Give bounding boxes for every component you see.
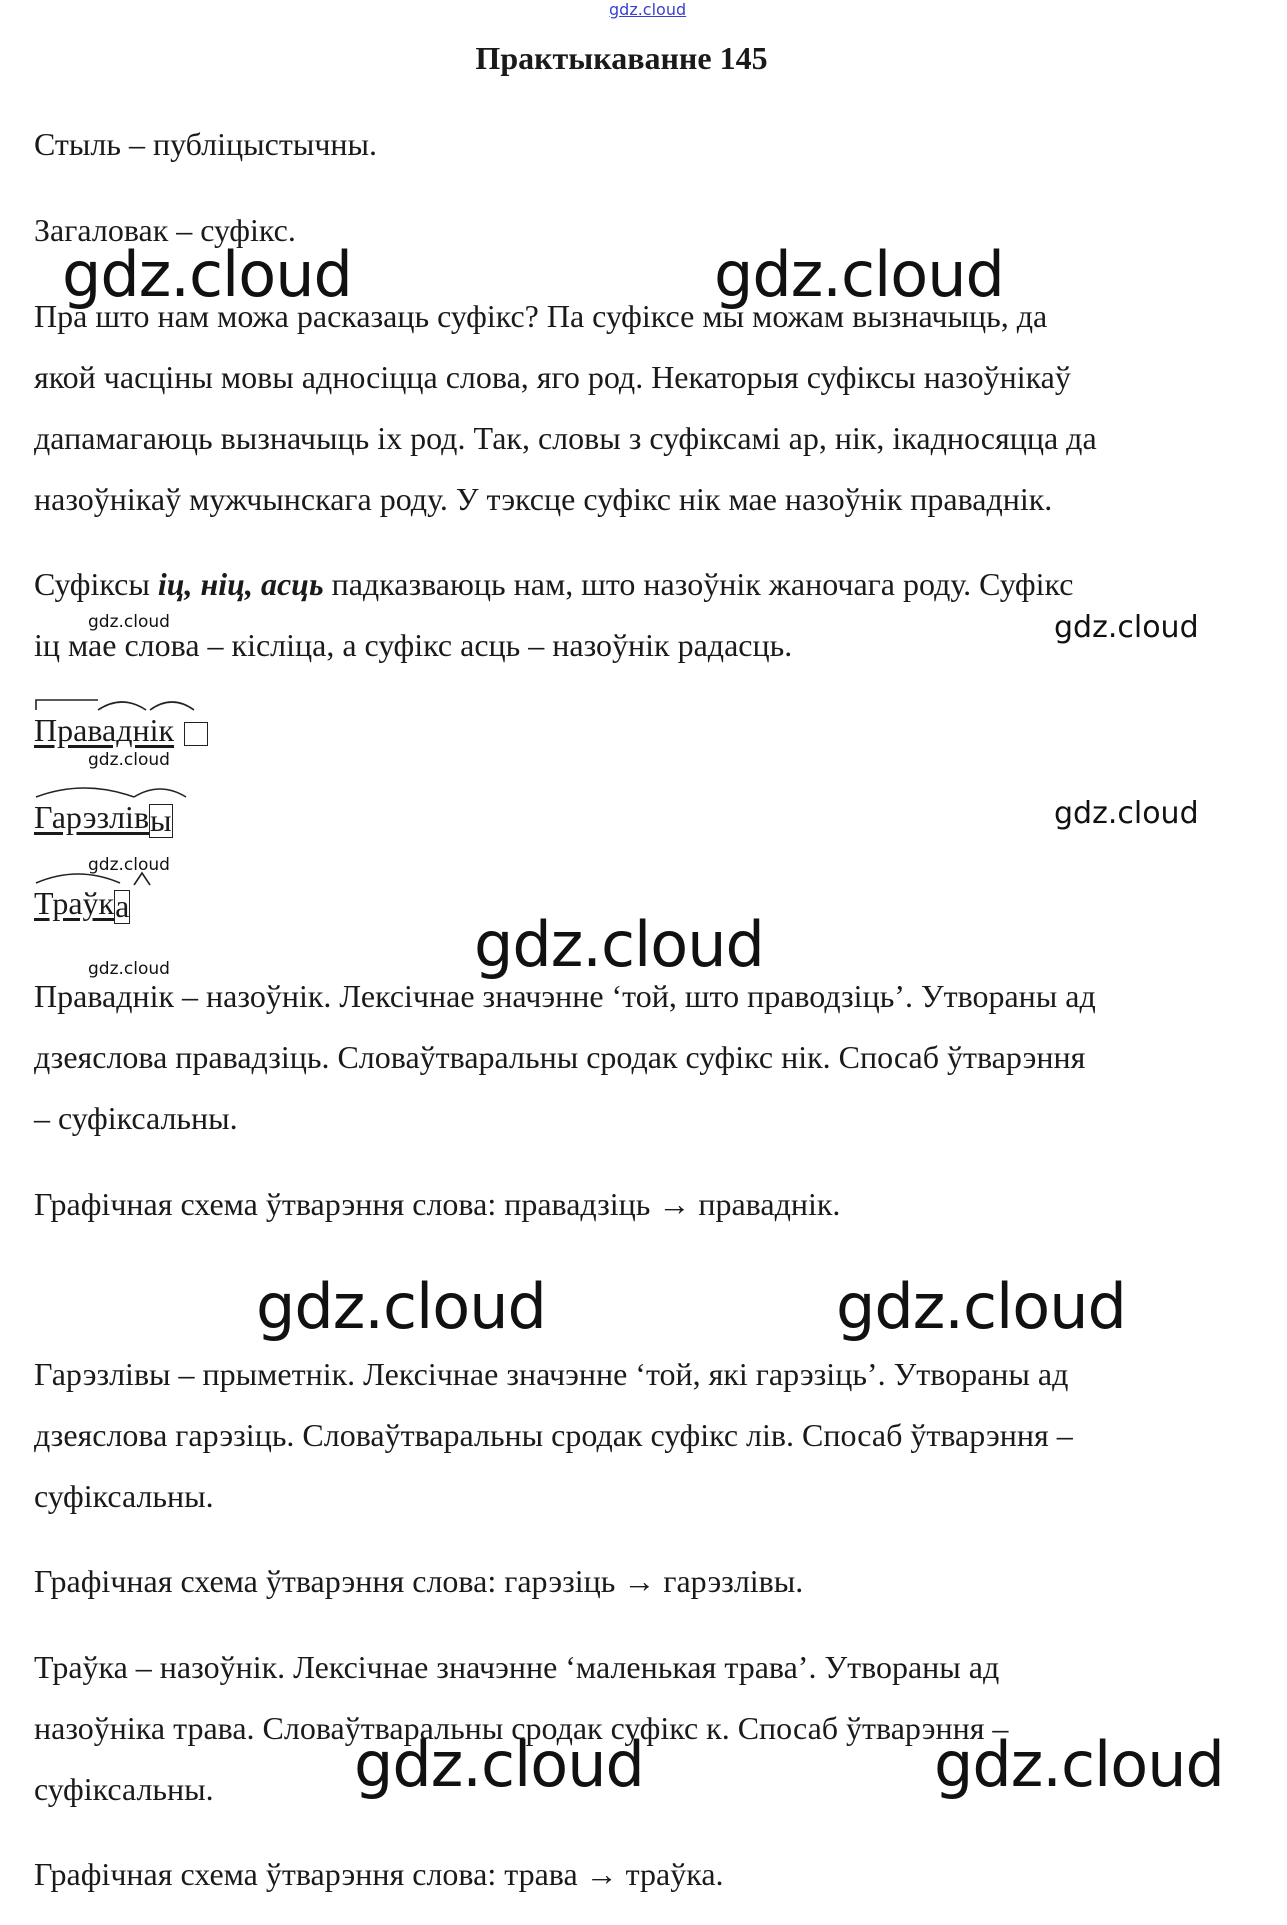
watermark: gdz.cloud — [88, 750, 170, 770]
a1-line3: – суфіксальны. — [34, 1100, 238, 1136]
watermark: gdz.cloud — [934, 1728, 1224, 1801]
watermark: gdz.cloud — [474, 908, 764, 981]
watermark: gdz.cloud — [354, 1728, 644, 1801]
morpheme-word-trauka — [34, 883, 130, 924]
header-paragraph: Загаловак – суфікс. — [34, 212, 296, 248]
a2-line1: Гарэзлівы – прыметнік. Лексічнае значэнне ‘той, які гарэзіць’. Утвораны ад — [34, 1356, 1069, 1392]
p2-line1 — [34, 554, 1234, 615]
a2-line3: суфіксальны. — [34, 1478, 214, 1514]
a2-scheme: Графічная схема ўтварэння слова: гарэзіць → гарэзлівы. — [34, 1563, 804, 1599]
a1-scheme: Графічная схема ўтварэння слова: правадзіць → праваднік. — [34, 1186, 841, 1222]
morpheme-stem-3: Траўк — [34, 885, 115, 921]
morpheme-stem-2: Гарэзлів — [34, 799, 150, 835]
p2-rest: падказваюць нам, што назоўнік жаночага роду. Суфікс — [323, 566, 1074, 602]
p2-lead: Суфіксы — [34, 566, 158, 602]
watermark: gdz.cloud — [1054, 610, 1199, 645]
p1-line1: Пра што нам можа расказаць суфікс? Па суфіксе мы можам вызначыць, да — [34, 298, 1048, 334]
p1-line4: назоўнікаў мужчынскага роду. У тэксце суфікс нік мае назоўнік праваднік. — [34, 481, 1053, 517]
style-paragraph: Стыль – публіцыстычны. — [34, 126, 378, 162]
a3-line2: назоўніка трава. Словаўтваральны сродак суфікс к. Спосаб ўтварэння – — [34, 1710, 1009, 1746]
morpheme-marks-2 — [34, 783, 234, 803]
morpheme-word-garezlivy — [34, 797, 173, 838]
p2-bold-suffixes: іц, ніц, асць — [157, 566, 324, 602]
a1-line2: дзеяслова правадзіць. Словаўтваральны сродак суфікс нік. Спосаб ўтварэння — [34, 1039, 1086, 1075]
p1-line3: дапамагаюць вызначыць іх род. Так, словы з суфіксамі ар, нік, ікадносяцца да — [34, 420, 1097, 456]
a1-line1: Праваднік – назоўнік. Лексічнае значэнне ‘той, што праводзіць’. Утвораны ад — [34, 978, 1096, 1014]
p1-line2: якой часціны мовы адносіцца слова, яго род. Некаторыя суфіксы назоўнікаў — [34, 359, 1071, 395]
watermark: gdz.cloud — [88, 855, 170, 875]
morpheme-word-1: Праваднік — [34, 712, 175, 748]
watermark: gdz.cloud — [256, 1270, 546, 1343]
morpheme-ending-3: а — [115, 887, 130, 924]
page-title: Практыкаванне 145 — [475, 40, 768, 76]
a3-scheme: Графічная схема ўтварэння слова: трава → траўка. — [34, 1856, 724, 1892]
watermark: gdz.cloud — [1054, 796, 1199, 831]
zero-ending-box — [184, 722, 208, 746]
watermark: gdz.cloud — [62, 238, 352, 311]
watermark: gdz.cloud — [714, 238, 1004, 311]
watermark: gdz.cloud — [88, 959, 170, 979]
morpheme-word-pravadnik — [34, 710, 208, 750]
watermark: gdz.cloud — [88, 612, 170, 632]
morpheme-ending-2: ы — [150, 801, 172, 838]
a3-line3: суфіксальны. — [34, 1771, 214, 1807]
morpheme-marks-1 — [34, 696, 234, 716]
watermark-top-link[interactable]: gdz.cloud — [609, 0, 687, 19]
a3-line1: Траўка – назоўнік. Лексічнае значэнне ‘маленькая трава’. Утвораны ад — [34, 1649, 1000, 1685]
watermark: gdz.cloud — [836, 1270, 1126, 1343]
a2-line2: дзеяслова гарэзіць. Словаўтваральны сродак суфікс лів. Спосаб ўтварэння – — [34, 1417, 1073, 1453]
p2-line2: іц мае слова – кісліца, а суфікс асць – назоўнік радасць. — [34, 627, 793, 663]
